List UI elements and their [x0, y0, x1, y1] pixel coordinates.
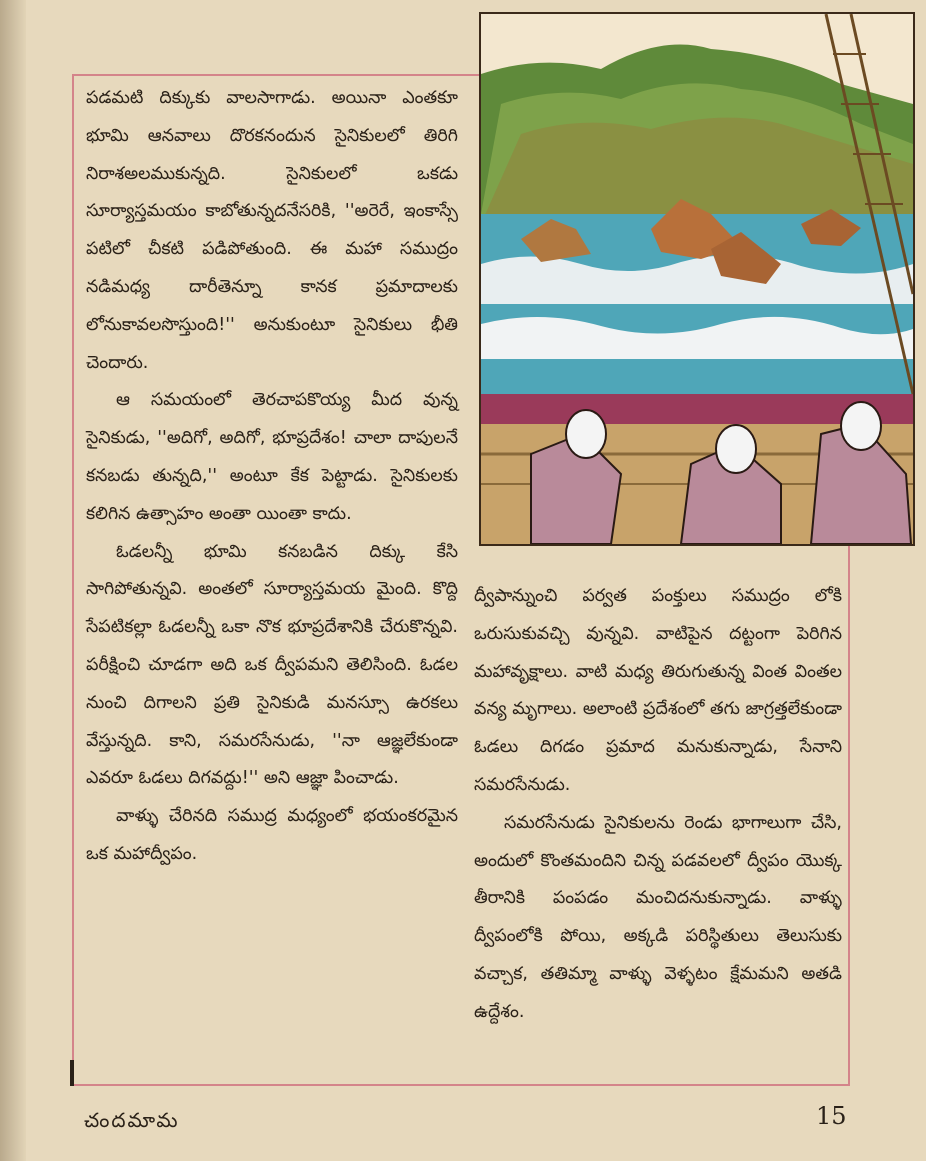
- paragraph: వాళ్ళు చేరినది సముద్ర మధ్యంలో భయంకరమైన ఒక మహాద్వీపం.: [86, 806, 458, 864]
- frame-corner-mark: [70, 1060, 74, 1086]
- paragraph: ఆ సమయంలో తెరచాపకొయ్య మీద వున్న సైనికుడు, ''అదిగో, అదిగో, భూప్రదేశం! చాలా దాపులనే కనబడు తున్నది,'' అంటూ కేక పెట్టాడు. సైనికులకు కలిగిన ఉత్సాహం అంతా యింతా కాదు.: [86, 390, 458, 524]
- paragraph: పడమటి దిక్కుకు వాలసాగాడు. అయినా ఎంతకూ భూమి ఆనవాలు దొరకనందున సైనికులలో తిరిగి నిరాశఅలముకున్నది. సైనికులలో ఒకడు సూర్యాస్తమయం కాబోతున్నదనేసరికి, ''అరెరే, ఇంకాస్సే పటిలో చీకటి పడిపోతుంది. ఈ మహా సముద్రం నడిమధ్య దారీతెన్నూ కానక ప్రమాదాలకు లోనుకావలసొస్తుంది!'' అనుకుంటూ సైనికులు భీతి చెందారు.: [86, 88, 458, 373]
- paragraph: ఓడలన్నీ భూమి కనబడిన దిక్కు కేసి సాగిపోతున్నవి. అంతలో సూర్యాస్తమయ మైంది. కొద్ది సేపటికల్లా ఓడలన్నీ ఒకా నొక భూప్రదేశానికి చేరుకొన్నవి. పరీక్షించి చూడగా అది ఒక ద్వీపమని తెలిసింది. ఓడల నుంచి దిగాలని ప్రతి సైనికుడి మనస్సూ ఉరకలు వేస్తున్నది. కాని, సమరసేనుడు, ''నా ఆజ్ఞలేకుండా ఎవరూ ఓడలు దిగవద్దు!'' అని ఆజ్ఞా పించాడు.: [86, 541, 458, 789]
- paragraph: ద్వీపాన్నుంచి పర్వత పంక్తులు సముద్రం లోకి ఒరుసుకువచ్చి వున్నవి. వాటిపైన దట్టంగా పెరిగిన మహావృక్షాలు. వాటి మధ్య తిరుగుతున్న వింత వింతల వన్య మృగాలు. అలాంటి ప్రదేశంలో తగు జాగ్రత్తలేకుండా ఓడలు దిగడం ప్రమాద మనుకున్నాడు, సేనాని సమరసేనుడు.: [474, 586, 842, 795]
- left-text-column: [86, 80, 458, 874]
- right-text-column: [474, 578, 842, 1032]
- page-edge-shadow: [0, 0, 26, 1161]
- page-number: 15: [816, 1102, 847, 1130]
- island-ship-illustration: [479, 12, 915, 546]
- magazine-name: చందమామ: [84, 1108, 180, 1132]
- sailing-ship-scene-icon: [481, 14, 913, 544]
- paragraph: సమరసేనుడు సైనికులను రెండు భాగాలుగా చేసి, అందులో కొంతమందిని చిన్న పడవలలో ద్వీపం యొక్క తీరానికి పంపడం మంచిదనుకున్నాడు. వాళ్ళు ద్వీపంలోకి పోయి, అక్కడి పరిస్థితులు తెలుసుకు వచ్చాక, తతిమ్మా వాళ్ళు వెళ్ళటం క్షేమమని అతడి ఉద్దేశం.: [474, 812, 842, 1022]
